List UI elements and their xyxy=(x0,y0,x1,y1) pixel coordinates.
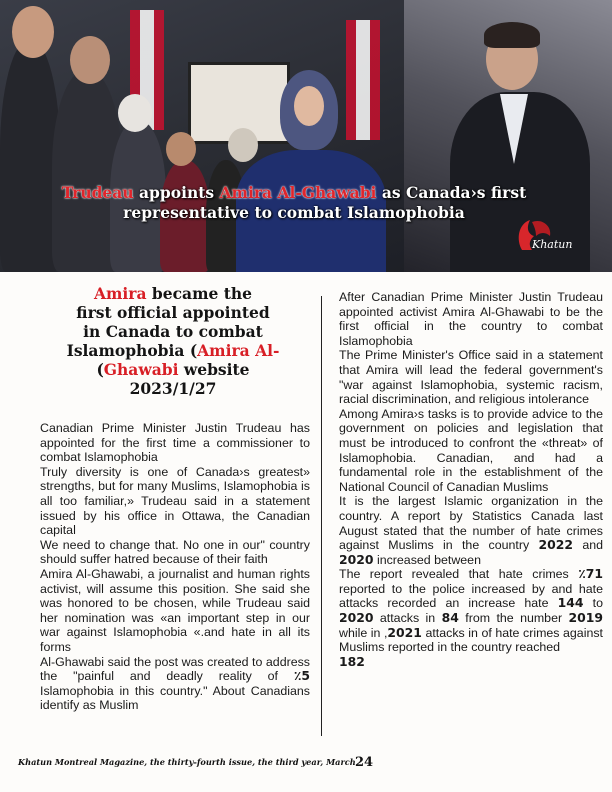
paragraph: Amira Al-Ghawabi, a journalist and human rights activist, will assume this position. She said she was honored to be chosen, while Trudeau said her nomination was «an important step in our war against Islamophobia «.and hate in all its forms xyxy=(40,566,310,654)
hero-headline: Trudeau appoints Amira Al-Ghawabi as Canada›s first representative to combat Islamophobia xyxy=(61,183,527,222)
paragraph: The Prime Minister's Office said in a statement that Amira will lead the federal government's "war against Islamophobia, systemic racism, racial discrimination, and religious intolerance xyxy=(339,348,603,407)
svg-text:Khatun: Khatun xyxy=(532,238,573,251)
press-conference-photo xyxy=(0,0,410,272)
article-title: Amira became the first official appointed in Canada to combat Islamophobia (Amira Al- (Ghawabi website 2023/1/27 xyxy=(66,284,280,398)
paragraph: 182 xyxy=(339,653,365,669)
article-date: 2023/1/27 xyxy=(129,379,217,398)
paragraph: After Canadian Prime Minister Justin Trudeau appointed activist Amira Al-Ghawabi to be the first official in the country to combat Islamophobia xyxy=(339,290,603,348)
paragraph: We need to change that. No one in our" country should suffer hatred because of their faith xyxy=(40,537,310,567)
page-number: 24 xyxy=(355,755,374,770)
paragraph: Among Amira›s tasks is to provide advice to the government on policies and legislation that must be introduced to confront the «threat» of Islamophobia. Canadian, and had a fundamental role in the establishment of the National Council of Canadian Muslims xyxy=(339,406,603,494)
headline-name-amira: Amira Al-Ghawabi xyxy=(219,183,377,202)
right-column xyxy=(339,290,603,669)
speaker-face xyxy=(294,86,324,126)
hero-photo xyxy=(0,0,612,272)
column-divider xyxy=(321,296,322,736)
khatun-logo xyxy=(512,214,573,256)
paragraph: It is the largest Islamic organization in the country. A report by Statistics Canada last August stated that the number of hate crimes against Muslims in the country 2022 and 2020 increased between xyxy=(339,494,603,567)
paragraph: Truly diversity is one of Canada›s greatest» strengths, but for many Muslims, Islamophobia is all too familiar,» Trudeau said in a statement issued by his office in Ottawa, the Canadian capital xyxy=(40,464,310,538)
left-column xyxy=(40,421,310,713)
paragraph: Canadian Prime Minister Justin Trudeau has appointed for the first time a commissioner to combat Islamophobia xyxy=(40,421,310,465)
footer-caption: Khatun Montreal Magazine, the thirty-fourth issue, the third year, March xyxy=(18,757,356,767)
headline-name-trudeau: Trudeau xyxy=(61,183,134,202)
paragraph: The report revealed that hate crimes ٪71 reported to the police increased by and hate attacks recorded an increase hate 144 to 2020 attacks in 84 from the number 2019 while in ,2021 attacks in of hate crimes against Muslims reported in the country reached xyxy=(339,566,603,655)
paragraph: Al-Ghawabi said the post was created to address the "painful and deadly reality of ٪5 Islamophobia in this country." About Canadians identify as Muslim xyxy=(40,654,310,713)
canada-flag xyxy=(346,20,380,140)
